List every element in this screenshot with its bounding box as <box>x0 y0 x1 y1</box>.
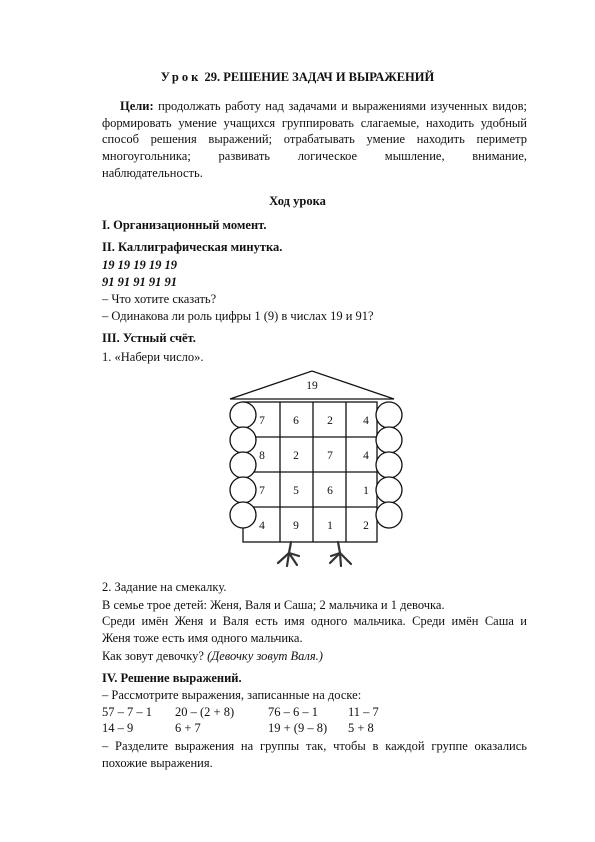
grid-cell: 7 <box>327 450 333 462</box>
task-2-question: Как зовут девочку? (Девочку зовут Валя.) <box>102 649 323 663</box>
goals-line-1: Цели: продолжать работу над задачами и выражениями изученных видов; <box>120 99 527 113</box>
task-2-heading: 2. Задание на смекалку. <box>102 580 227 594</box>
log-left-5 <box>230 502 256 528</box>
grid-cell: 1 <box>327 520 333 532</box>
lesson-heading: Ход урока <box>269 194 326 208</box>
grid-cell: 7 <box>259 485 265 497</box>
grid-cell: 6 <box>293 415 299 427</box>
expression: 76 – 6 – 1 <box>268 705 318 719</box>
goals-line-4: многоугольника; развивать логическое мышление, внимание, <box>102 149 527 163</box>
grid-cell: 2 <box>293 450 299 462</box>
log-right-2 <box>376 427 402 453</box>
log-left-1 <box>230 402 256 428</box>
grid-cell: 4 <box>363 415 369 427</box>
question-2: – Одинакова ли роль цифры 1 (9) в числах 19 и 91? <box>102 309 374 323</box>
calligraphy-line-1: 19 19 19 19 19 <box>102 258 177 272</box>
log-right-1 <box>376 402 402 428</box>
grid-cell: 2 <box>363 520 369 532</box>
grid-cell: 7 <box>259 415 265 427</box>
grid-cell: 4 <box>259 520 265 532</box>
chicken-legs <box>278 542 351 566</box>
question-1: – Что хотите сказать? <box>102 292 217 306</box>
divide-line-2: похожие выражения. <box>102 756 213 770</box>
expression: 11 – 7 <box>348 705 379 719</box>
log-right-5 <box>376 502 402 528</box>
log-right-3 <box>376 452 402 478</box>
expression: 19 + (9 – 8) <box>268 721 328 735</box>
log-right-4 <box>376 477 402 503</box>
section-1-heading: I. Организационный момент. <box>102 218 267 232</box>
section-4-heading: IV. Решение выражений. <box>102 671 242 685</box>
grid-cell: 1 <box>363 485 369 497</box>
goals-line-3: способ решения выражений; отрабатывать умение находить периметр <box>102 132 527 146</box>
divide-line-1: – Разделите выражения на группы так, чтобы в каждой группе оказались <box>102 739 527 753</box>
task-2-line-1: В семье трое детей: Женя, Валя и Саша; 2 мальчика и 1 девочка. <box>102 598 445 612</box>
expression: 14 – 9 <box>102 721 134 735</box>
grid-cell: 2 <box>327 415 333 427</box>
look-instruction: – Рассмотрите выражения, записанные на доске: <box>102 688 362 702</box>
grid-cell: 9 <box>293 520 299 532</box>
expression: 5 + 8 <box>348 721 374 735</box>
expression: 57 – 7 – 1 <box>102 705 152 719</box>
section-3-heading: III. Устный счёт. <box>102 331 196 345</box>
expression: 6 + 7 <box>175 721 201 735</box>
roof-number: 19 <box>306 380 318 392</box>
grid-cell: 5 <box>293 485 299 497</box>
chicken-leg-right <box>330 542 351 566</box>
task-2-line-2: Среди имён Женя и Валя есть имя одного мальчика. Среди имён Саша и <box>102 614 527 628</box>
grid-cell: 8 <box>259 450 265 462</box>
goals-line-5: наблюдательность. <box>102 166 203 180</box>
grid-cell: 4 <box>363 450 369 462</box>
expression: 20 – (2 + 8) <box>175 705 235 719</box>
log-left-3 <box>230 452 256 478</box>
lesson-title: Урок 29. РЕШЕНИЕ ЗАДАЧ И ВЫРАЖЕНИЙ <box>160 70 435 84</box>
task-1-heading: 1. «Набери число». <box>102 350 204 364</box>
log-left-4 <box>230 477 256 503</box>
goals-line-2: формировать умение учащихся группировать слагаемые, находить удобный <box>102 116 527 130</box>
task-2-line-3: Женя тоже есть имя одного мальчика. <box>102 631 303 645</box>
grid-cell: 6 <box>327 485 333 497</box>
chicken-leg-left <box>278 542 299 566</box>
calligraphy-line-2: 91 91 91 91 91 <box>102 275 177 289</box>
log-left-2 <box>230 427 256 453</box>
section-2-heading: II. Каллиграфическая минутка. <box>102 240 283 254</box>
